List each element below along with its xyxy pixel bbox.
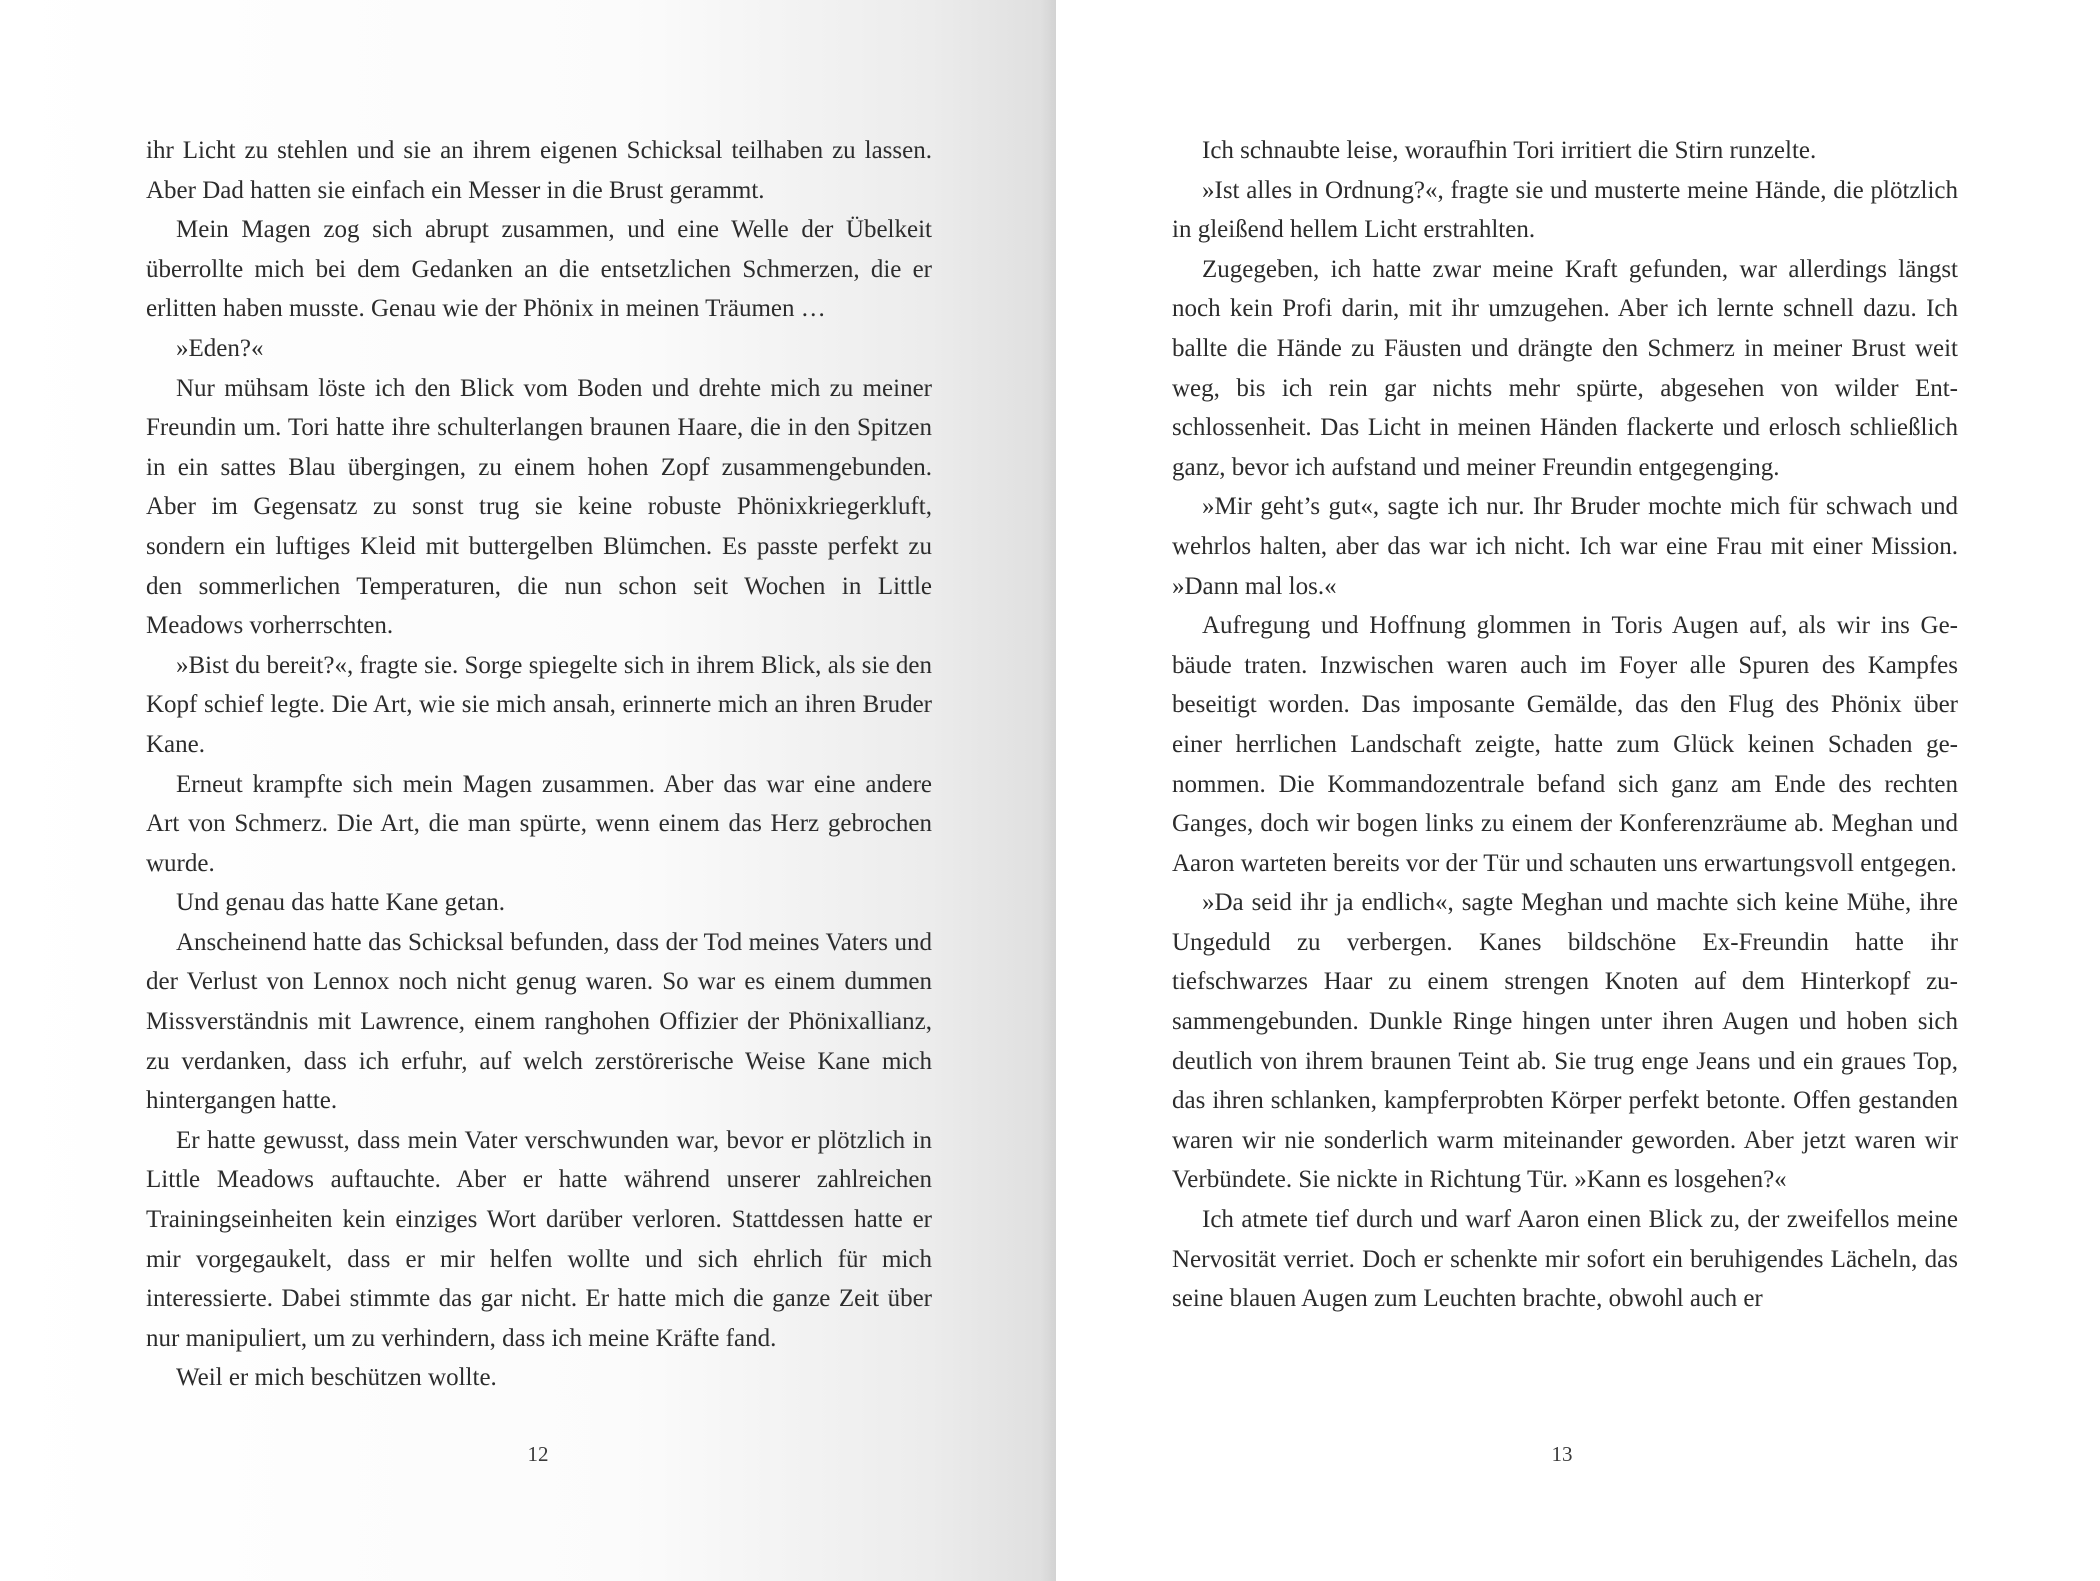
paragraph: Er hatte gewusst, dass mein Vater verschwunden war, bevor er plötzlich in Little Meadows auftauchte. Aber er hatte während unserer zahlreichen Trainingseinheiten kein einziges Wort darüber verloren. Stattdessen hatte er mir vorgegaukelt, dass er mir helfen wollte und sich ehrlich für mich interessierte. Dabei stimmte das gar nicht. Er hatte mich die ganze Zeit über nur manipuliert, um zu verhindern, dass ich meine Kräfte fand. [146,1126,932,1352]
paragraph: Anscheinend hatte das Schicksal befunden, dass der Tod meines Vaters und der Verlust von Lennox noch nicht genug waren. So war es einem dummen Missverständnis mit Lawrence, einem ranghohen Offizier der Phönixallianz, zu verdanken, dass ich erfuhr, auf welch zerstörerische Weise Kane mich hintergangen hatte. [146,928,932,1115]
paragraph: Ich atmete tief durch und warf Aaron einen Blick zu, der zweifellos meine Nervosität verriet. Doch er schenkte mir sofort ein beruhigendes Lächeln, das seine blauen Augen zum Leuchten brachte, obwohl auch er [1172,1206,1958,1313]
paragraph: »Bist du bereit?«, fragte sie. Sorge spiegelte sich in ihrem Blick, als sie den Kopf schief legte. Die Art, wie sie mich ansah, erinnerte mich an ihren Bruder Kane. [146,651,932,758]
right-page [1056,0,2100,1581]
right-page-text [1172,131,1958,1319]
paragraph: »Ist alles in Ordnung?«, fragte sie und musterte meine Hände, die plötzlich in gleißend hellem Licht erstrahlten. [1172,176,1958,244]
paragraph: ihr Licht zu stehlen und sie an ihrem eigenen Schicksal teilhaben zu lassen. Aber Dad hatten sie einfach ein Messer in die Brust gerammt. [146,137,932,204]
paragraph: »Eden?« [176,334,264,362]
page-number-left: 12 [527,1442,549,1466]
paragraph: Ich schnaubte leise, woraufhin Tori irritiert die Stirn runzelte. [1202,137,1817,164]
paragraph: Mein Magen zog sich abrupt zusammen, und eine Welle der Übelkeit überrollte mich bei dem Gedanken an die entsetzlichen Schmerzen, die er erlitten haben musste. Genau wie der Phönix in meinen Träumen … [146,216,932,323]
paragraph: »Da seid ihr ja endlich«, sagte Meghan und machte sich keine Mühe, ihre Ungeduld zu verbergen. Kanes bildschöne Ex-Freundin hatte ihr tiefschwarzes Haar zu einem strengen Knoten auf dem Hinterkopf zusammengebunden. Dunkle Ringe hingen unter ihren Augen und hoben sich deutlich von ihrem braunen Teint ab. Sie trug enge Jeans und ein graues Top, das ihren schlanken, kampferprobten Körper perfekt betonte. Offen gestanden waren wir nie sonderlich warm miteinander geworden. Aber jetzt waren wir Verbündete. Sie nickte in Richtung Tür. »Kann es losgehen?« [1172,889,1958,1194]
paragraph: Weil er mich beschützen wollte. [176,1364,497,1392]
paragraph: Nur mühsam löste ich den Blick vom Boden und drehte mich zu meiner Freundin um. Tori hatte ihre schulterlangen braunen Haare, die in den Spitzen in ein sattes Blau übergingen, zu einem hohen Zopf zusammengebunden. Aber im Gegensatz zu sonst trug sie keine robuste Phönixkriegerkluft, sondern ein luftiges Kleid mit buttergelben Blümchen. Es passte perfekt zu den sommerlichen Temperaturen, die nun schon seit Wochen in Little Meadows vorherrschten. [146,374,932,640]
paragraph: Aufregung und Hoffnung glommen in Toris Augen auf, als wir ins Gebäude traten. Inzwischen waren auch im Foyer alle Spuren des Kampfes beseitigt worden. Das imposante Gemälde, das den Flug des Phönix über einer herrlichen Landschaft zeigte, hatte zum Glück keinen Schaden genommen. Die Kommandozentrale befand sich ganz am Ende des rechten Ganges, doch wir bogen links zu einem der Konferenzräume ab. Meghan und Aaron warteten bereits vor der Tür und schauten uns erwartungsvoll entgegen. [1172,612,1958,877]
paragraph: Und genau das hatte Kane getan. [176,889,506,917]
paragraph: Erneut krampfte sich mein Magen zusammen. Aber das war eine andere Art von Schmerz. Die Art, die man spürte, wenn einem das Herz gebrochen wurde. [146,770,932,877]
left-page-text [146,131,932,1398]
paragraph: Zugegeben, ich hatte zwar meine Kraft gefunden, war allerdings längst noch kein Profi darin, mit ihr umzugehen. Aber ich lernte schnell dazu. Ich ballte die Hände zu Fäusten und drängte den Schmerz in meiner Brust weit weg, bis ich rein gar nichts mehr spürte, abgesehen von wilder Entschlossenheit. Das Licht in meinen Händen flackerte und erlosch schließlich ganz, bevor ich aufstand und meiner Freundin entgegenging. [1172,255,1958,481]
paragraph: »Mir geht’s gut«, sagte ich nur. Ihr Bruder mochte mich für schwach und wehrlos halten, aber das war ich nicht. Ich war eine Frau mit einer Mission. »Dann mal los.« [1172,493,1958,600]
page-number-right: 13 [1551,1442,1573,1466]
